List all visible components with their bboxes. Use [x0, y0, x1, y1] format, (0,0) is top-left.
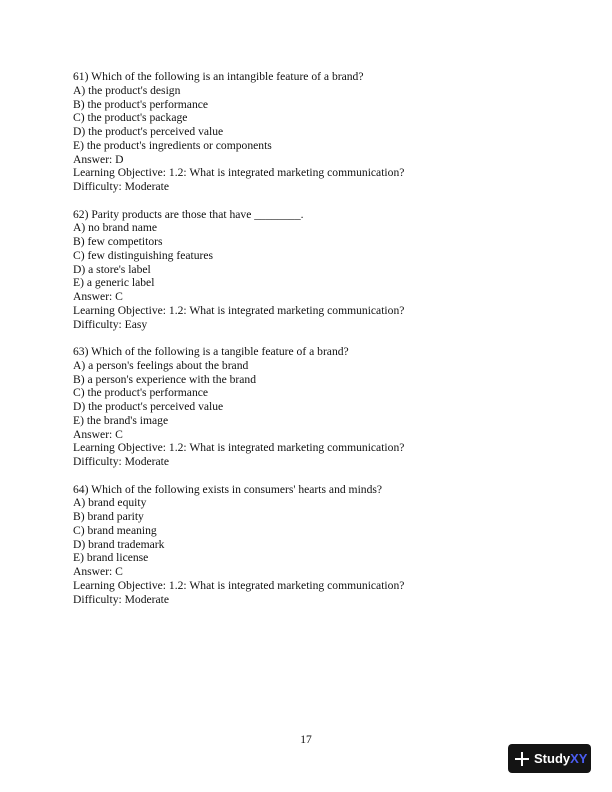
badge-brand-main: Study [534, 751, 571, 766]
difficulty: Difficulty: Moderate [73, 180, 170, 193]
option-b: B) few competitors [73, 235, 163, 248]
option-e: E) the product's ingredients or components [73, 138, 272, 152]
option-c: C) brand meaning [73, 523, 157, 537]
question-list [73, 70, 553, 620]
answer: Answer: C [73, 290, 123, 303]
option-d: D) brand trademark [73, 537, 165, 551]
option-e: E) brand license [73, 551, 149, 565]
option-a: A) a person's feelings about the brand [73, 358, 249, 372]
question-prompt: 64) Which of the following exists in consumers' hearts and minds? [73, 482, 383, 496]
studyxy-badge[interactable] [508, 744, 591, 773]
question-61 [73, 70, 553, 194]
option-c: C) the product's performance [73, 386, 209, 400]
option-b: B) the product's performance [73, 97, 209, 111]
question-prompt: 61) Which of the following is an intangible feature of a brand? [73, 70, 364, 83]
option-c: C) few distinguishing features [73, 248, 214, 262]
option-b: B) a person's experience with the brand [73, 372, 257, 386]
question-64 [73, 483, 553, 607]
difficulty: Difficulty: Moderate [73, 455, 170, 468]
difficulty: Difficulty: Moderate [73, 592, 170, 606]
learning-objective: Learning Objective: 1.2: What is integrated marketing communication? [73, 303, 405, 317]
learning-objective: Learning Objective: 1.2: What is integrated marketing communication? [73, 578, 405, 592]
learning-objective: Learning Objective: 1.2: What is integrated marketing communication? [73, 166, 405, 180]
learning-objective: Learning Objective: 1.2: What is integrated marketing communication? [73, 441, 405, 455]
option-d: D) a store's label [73, 262, 151, 276]
plus-icon [515, 752, 529, 766]
question-prompt: 63) Which of the following is a tangible feature of a brand? [73, 345, 349, 358]
difficulty: Difficulty: Easy [73, 317, 148, 331]
option-a: A) brand equity [73, 496, 147, 510]
option-a: A) no brand name [73, 221, 158, 235]
option-c: C) the product's package [73, 111, 188, 125]
option-a: A) the product's design [73, 83, 181, 97]
answer: Answer: C [73, 427, 123, 441]
page-number: 17 [300, 733, 312, 746]
answer: Answer: D [73, 152, 124, 166]
option-d: D) the product's perceived value [73, 400, 224, 413]
option-d: D) the product's perceived value [73, 125, 224, 138]
question-prompt: 62) Parity products are those that have ________. [73, 207, 304, 221]
question-63 [73, 345, 553, 469]
option-e: E) the brand's image [73, 413, 169, 427]
answer: Answer: C [73, 565, 123, 578]
badge-brand-accent: XY [570, 751, 588, 766]
option-e: E) a generic label [73, 276, 155, 290]
option-b: B) brand parity [73, 510, 144, 523]
question-62 [73, 208, 553, 332]
